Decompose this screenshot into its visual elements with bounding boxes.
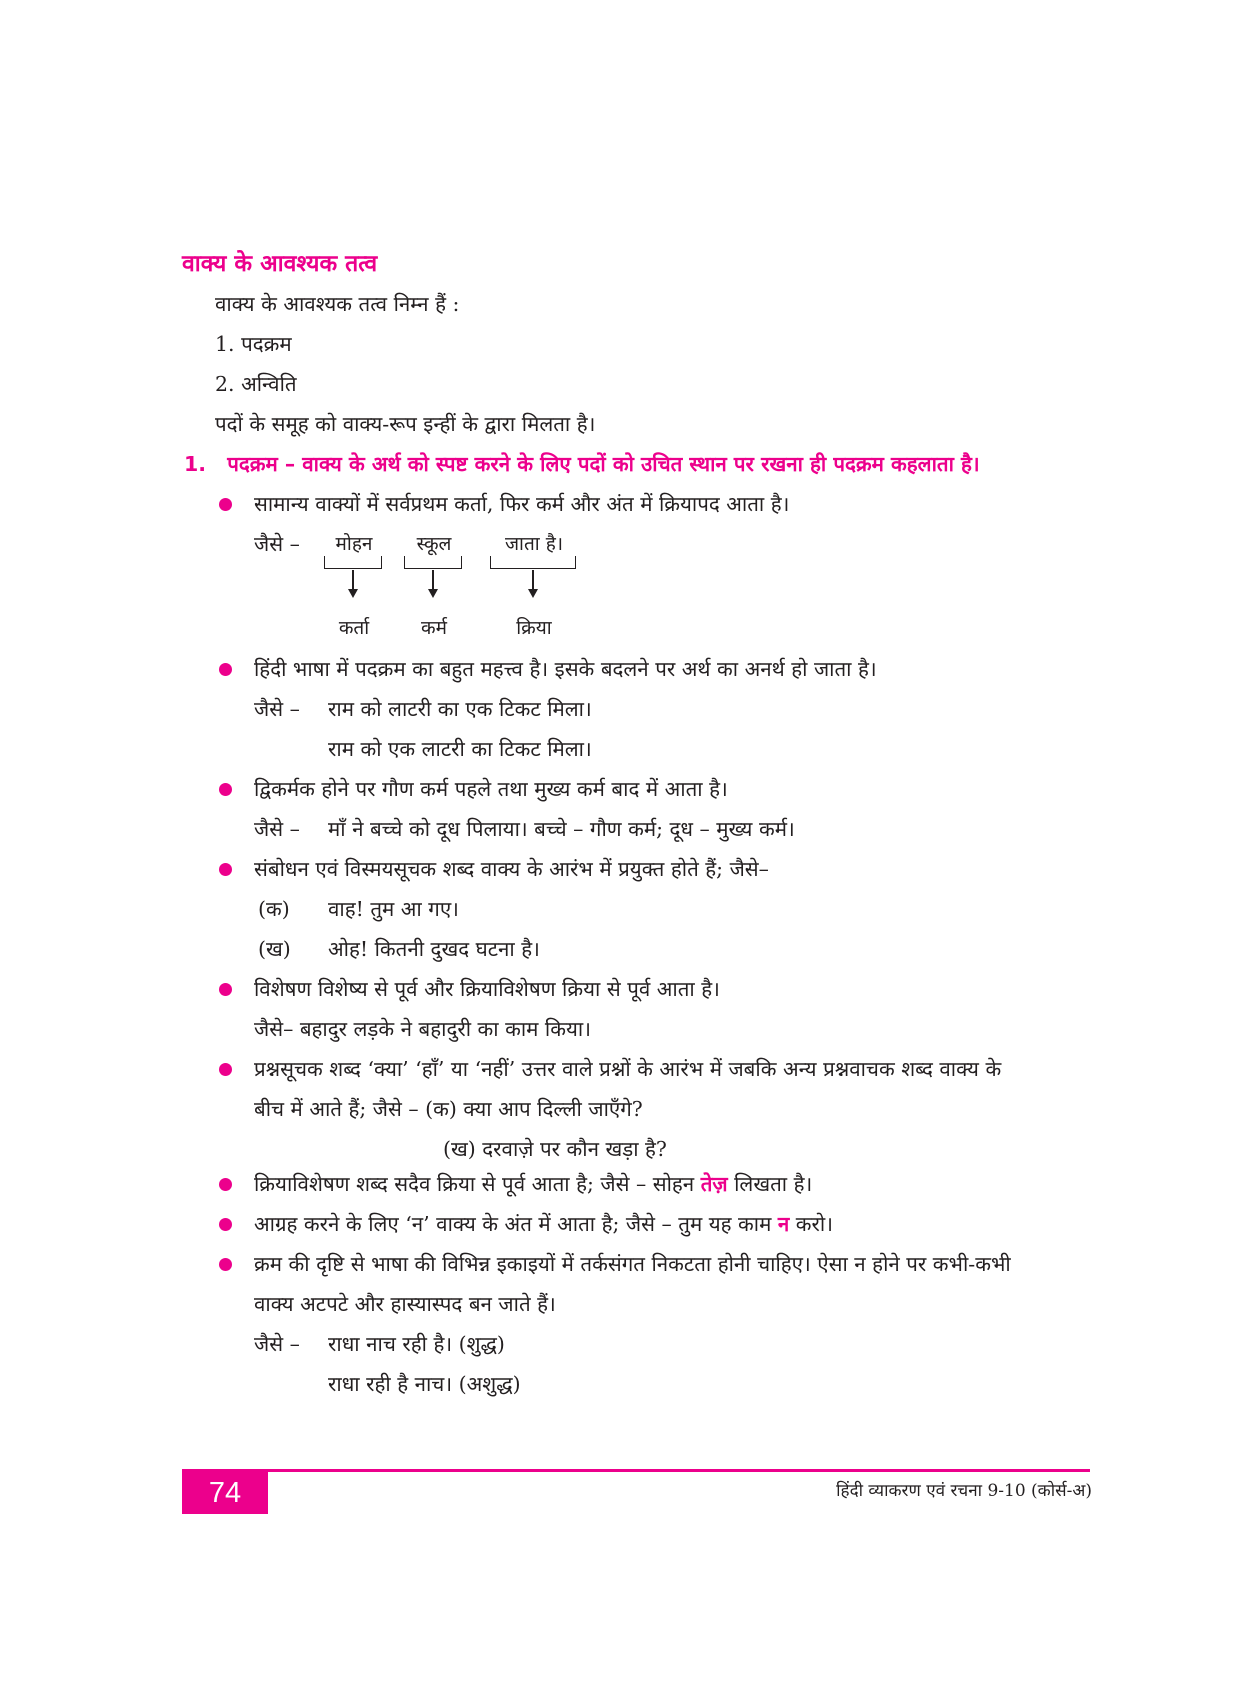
bullet-icon xyxy=(219,1178,232,1191)
bracket-verb xyxy=(490,556,576,569)
arrow-down-icon xyxy=(532,570,534,590)
bullet-6-text-cont: बीच में आते हैं; जैसे – (क) क्या आप दिल्ली जाएँगे? xyxy=(254,1097,643,1121)
point-1-text: पदक्रम – वाक्य के अर्थ को स्पष्ट करने के लिए पदों को उचित स्थान पर रखना ही पदक्रम कहलाता है। xyxy=(227,452,980,476)
bullet-icon xyxy=(219,1063,232,1076)
example-label: जैसे – xyxy=(254,817,300,841)
bullet-5-text: विशेषण विशेष्य से पूर्व और क्रियाविशेषण क्रिया से पूर्व आता है। xyxy=(254,977,720,1001)
bullet-4-text: संबोधन एवं विस्मयसूचक शब्द वाक्य के आरंभ में प्रयुक्त होते हैं; जैसे– xyxy=(254,857,769,881)
bullet-icon xyxy=(219,498,232,511)
example-sentence: राधा रही है नाच। (अशुद्ध) xyxy=(328,1372,521,1396)
bullet-9-text: क्रम की दृष्टि से भाषा की विभिन्न इकाइयों में तर्कसंगत निकटता होनी चाहिए। ऐसा न होने पर कभी-कभी xyxy=(254,1252,1011,1276)
book-title: हिंदी व्याकरण एवं रचना 9-10 (कोर्स-अ) xyxy=(836,1481,1092,1501)
diagram-word-subject: मोहन xyxy=(335,533,373,555)
bracket-subject xyxy=(324,556,382,569)
example-sentence: जैसे– बहादुर लड़के ने बहादुरी का काम किया। xyxy=(254,1017,591,1041)
intro-summary: पदों के समूह को वाक्य-रूप इन्हीं के द्वारा मिलता है। xyxy=(215,412,596,436)
example-label: जैसे – xyxy=(254,697,300,721)
bullet-icon xyxy=(219,663,232,676)
point-1-title xyxy=(184,450,980,478)
footer-rule xyxy=(182,1469,1090,1472)
highlight-word: न xyxy=(777,1212,790,1236)
bullet-6-text: प्रश्नसूचक शब्द ‘क्या’ ‘हाँ’ या ‘नहीं’ उत्तर वाले प्रश्नों के आरंभ में जबकि अन्य प्रश्नवाचक शब्द वाक्य के xyxy=(254,1057,1002,1081)
example-sentence: राधा नाच रही है। (शुद्ध) xyxy=(328,1332,505,1356)
bullet-icon xyxy=(219,863,232,876)
bullet-3-text: द्विकर्मक होने पर गौण कर्म पहले तथा मुख्य कर्म बाद में आता है। xyxy=(254,777,728,801)
example-sentence: राम को एक लाटरी का टिकट मिला। xyxy=(328,737,592,761)
bullet-icon xyxy=(219,783,232,796)
bullet-icon xyxy=(219,1258,232,1271)
example-label: जैसे – xyxy=(254,532,300,556)
example-sentence: वाह! तुम आ गए। xyxy=(328,897,459,921)
highlight-word: तेज़ xyxy=(700,1172,728,1196)
intro-item-1: 1. पदक्रम xyxy=(215,332,292,356)
bullet-icon xyxy=(219,1218,232,1231)
bracket-object xyxy=(404,556,462,569)
example-label-ka: (क) xyxy=(258,897,290,921)
example-sentence: राम को लाटरी का एक टिकट मिला। xyxy=(328,697,592,721)
page-number: 74 xyxy=(182,1472,268,1514)
arrow-down-icon xyxy=(352,570,354,590)
example-sentence: (ख) दरवाज़े पर कौन खड़ा है? xyxy=(443,1137,667,1161)
diagram-role-verb: क्रिया xyxy=(516,617,552,639)
example-label-kha: (ख) xyxy=(258,937,291,961)
diagram-role-subject: कर्ता xyxy=(338,617,370,639)
diagram-role-object: कर्म xyxy=(421,617,447,639)
diagram-word-object: स्कूल xyxy=(416,533,452,555)
bullet-1-text: सामान्य वाक्यों में सर्वप्रथम कर्ता, फिर कर्म और अंत में क्रियापद आता है। xyxy=(254,492,790,516)
intro-line: वाक्य के आवश्यक तत्व निम्न हैं : xyxy=(215,292,460,316)
diagram-word-verb: जाता है। xyxy=(504,533,564,555)
bullet-icon xyxy=(219,983,232,996)
example-label: जैसे – xyxy=(254,1332,300,1356)
bullet-2-text: हिंदी भाषा में पदक्रम का बहुत महत्त्व है। इसके बदलने पर अर्थ का अनर्थ हो जाता है। xyxy=(254,657,877,681)
bullet-7-text: क्रियाविशेषण शब्द सदैव क्रिया से पूर्व आता है; जैसे – सोहन तेज़ लिखता है। xyxy=(254,1172,813,1196)
example-sentence: ओह! कितनी दुखद घटना है। xyxy=(328,937,540,961)
bullet-8-text: आग्रह करने के लिए ‘न’ वाक्य के अंत में आता है; जैसे – तुम यह काम न करो। xyxy=(254,1212,833,1236)
section-heading: वाक्य के आवश्यक तत्व xyxy=(182,251,378,277)
bullet-9-text-cont: वाक्य अटपटे और हास्यास्पद बन जाते हैं। xyxy=(254,1292,556,1316)
arrow-down-icon xyxy=(432,570,434,590)
intro-item-2: 2. अन्विति xyxy=(215,372,297,396)
example-sentence: माँ ने बच्चे को दूध पिलाया। बच्चे – गौण कर्म; दूध – मुख्य कर्म। xyxy=(328,817,795,841)
point-1-number: 1. xyxy=(184,452,207,476)
